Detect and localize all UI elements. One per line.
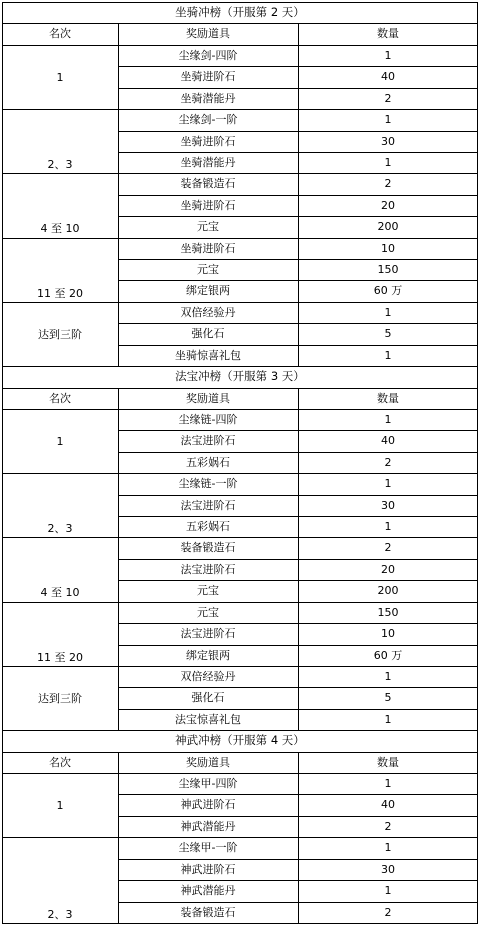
grid-line bbox=[298, 45, 299, 110]
rank-cell: 4 至 10 bbox=[40, 586, 80, 599]
grid-line bbox=[2, 730, 3, 753]
rank-cell: 达到三阶 bbox=[38, 327, 82, 341]
grid-line bbox=[477, 173, 478, 239]
reward-item: 双倍经验丹 bbox=[180, 670, 236, 683]
grid-line bbox=[477, 302, 478, 367]
reward-qty: 30 bbox=[381, 135, 395, 148]
grid-line bbox=[298, 238, 299, 303]
reward-qty: 1 bbox=[384, 884, 392, 897]
reward-qty: 60 万 bbox=[373, 649, 403, 662]
reward-item: 坐骑进阶石 bbox=[180, 242, 236, 255]
grid-line bbox=[2, 238, 3, 303]
reward-item: 神武潜能丹 bbox=[180, 820, 236, 833]
grid-line bbox=[2, 473, 3, 538]
reward-qty: 2 bbox=[384, 906, 392, 919]
grid-line bbox=[2, 773, 3, 838]
grid-line bbox=[118, 302, 119, 367]
grid-line bbox=[118, 837, 119, 924]
grid-line bbox=[298, 537, 299, 603]
grid-line bbox=[118, 109, 119, 174]
grid-line bbox=[118, 23, 119, 46]
header-rank: 名次 bbox=[49, 756, 71, 769]
section-title: 坐骑冲榜（开服第 2 天） bbox=[175, 4, 305, 19]
reward-qty: 1 bbox=[384, 306, 392, 319]
grid-line bbox=[2, 388, 3, 410]
grid-line bbox=[477, 45, 478, 110]
grid-line bbox=[298, 23, 299, 46]
reward-qty: 1 bbox=[384, 477, 392, 490]
reward-item: 法宝进阶石 bbox=[180, 434, 236, 447]
reward-item: 坐骑进阶石 bbox=[180, 135, 236, 148]
reward-item: 尘缘甲-四阶 bbox=[178, 777, 238, 790]
grid-line bbox=[477, 773, 478, 838]
reward-item: 绑定银两 bbox=[186, 284, 230, 297]
reward-item: 尘缘剑-一阶 bbox=[178, 113, 238, 126]
reward-qty: 20 bbox=[381, 563, 395, 576]
grid-line bbox=[477, 666, 478, 731]
grid-line bbox=[477, 752, 478, 774]
reward-item: 法宝惊喜礼包 bbox=[175, 713, 241, 726]
reward-qty: 1 bbox=[384, 520, 392, 533]
header-qty: 数量 bbox=[377, 27, 399, 40]
grid-line bbox=[477, 837, 478, 924]
reward-qty: 60 万 bbox=[373, 284, 403, 297]
grid-line bbox=[2, 2, 3, 24]
section-title: 法宝冲榜（开服第 3 天） bbox=[175, 368, 305, 383]
reward-item: 法宝进阶石 bbox=[180, 563, 236, 576]
reward-item: 五彩娲石 bbox=[186, 520, 230, 533]
grid-line bbox=[2, 366, 3, 389]
reward-qty: 1 bbox=[384, 713, 392, 726]
reward-qty: 30 bbox=[381, 499, 395, 512]
reward-qty: 2 bbox=[384, 177, 392, 190]
grid-line bbox=[477, 109, 478, 174]
grid-line bbox=[118, 238, 119, 303]
grid-line bbox=[477, 473, 478, 538]
grid-line bbox=[298, 602, 299, 667]
reward-qty: 1 bbox=[384, 156, 392, 169]
reward-item: 尘缘甲-一阶 bbox=[178, 841, 238, 854]
reward-qty: 200 bbox=[377, 220, 399, 233]
reward-qty: 2 bbox=[384, 92, 392, 105]
grid-line bbox=[118, 388, 119, 410]
reward-qty: 20 bbox=[381, 199, 395, 212]
grid-line bbox=[2, 602, 3, 667]
reward-qty: 5 bbox=[384, 327, 392, 340]
grid-line bbox=[118, 773, 119, 838]
header-rank: 名次 bbox=[49, 27, 71, 40]
reward-qty: 10 bbox=[381, 627, 395, 640]
grid-line bbox=[298, 837, 299, 924]
rank-cell: 4 至 10 bbox=[40, 222, 80, 235]
grid-line bbox=[477, 730, 478, 753]
rank-cell: 2、3 bbox=[47, 158, 73, 171]
reward-qty: 2 bbox=[384, 456, 392, 469]
reward-qty: 1 bbox=[384, 670, 392, 683]
grid-line bbox=[298, 302, 299, 367]
grid-line bbox=[118, 666, 119, 731]
reward-item: 装备锻造石 bbox=[180, 541, 236, 554]
grid-line bbox=[477, 238, 478, 303]
reward-item: 元宝 bbox=[197, 220, 219, 233]
header-qty: 数量 bbox=[377, 392, 399, 405]
reward-qty: 1 bbox=[384, 113, 392, 126]
reward-qty: 1 bbox=[384, 841, 392, 854]
grid-line bbox=[298, 109, 299, 174]
reward-item: 绑定银两 bbox=[186, 649, 230, 662]
grid-line bbox=[298, 409, 299, 474]
reward-item: 元宝 bbox=[197, 606, 219, 619]
reward-qty: 1 bbox=[384, 777, 392, 790]
reward-item: 元宝 bbox=[197, 584, 219, 597]
grid-line bbox=[2, 45, 3, 110]
grid-line bbox=[298, 773, 299, 838]
grid-line bbox=[477, 537, 478, 603]
reward-item: 坐骑潜能丹 bbox=[180, 156, 236, 169]
section-title: 神武冲榜（开服第 4 天） bbox=[175, 732, 305, 747]
grid-line bbox=[2, 302, 3, 367]
reward-qty: 1 bbox=[384, 49, 392, 62]
header-item: 奖励道具 bbox=[186, 27, 230, 40]
grid-line bbox=[477, 23, 478, 46]
reward-item: 装备锻造石 bbox=[180, 906, 236, 919]
rank-cell: 11 至 20 bbox=[37, 651, 83, 664]
grid-line bbox=[118, 173, 119, 239]
rank-cell: 11 至 20 bbox=[37, 287, 83, 300]
reward-qty: 30 bbox=[381, 863, 395, 876]
rank-cell: 2、3 bbox=[47, 522, 73, 535]
reward-item: 元宝 bbox=[197, 263, 219, 276]
grid-line bbox=[2, 173, 3, 239]
reward-item: 尘缘剑-四阶 bbox=[178, 49, 238, 62]
grid-line bbox=[2, 537, 3, 603]
rank-cell: 1 bbox=[56, 70, 64, 84]
reward-item: 神武进阶石 bbox=[180, 863, 236, 876]
grid-line bbox=[118, 537, 119, 603]
grid-line bbox=[298, 666, 299, 731]
reward-qty: 40 bbox=[381, 798, 395, 811]
grid-line bbox=[477, 388, 478, 410]
grid-line bbox=[298, 173, 299, 239]
grid-line bbox=[118, 473, 119, 538]
reward-qty: 150 bbox=[377, 606, 399, 619]
reward-item: 坐骑进阶石 bbox=[180, 70, 236, 83]
reward-item: 坐骑潜能丹 bbox=[180, 92, 236, 105]
reward-qty: 1 bbox=[384, 349, 392, 362]
reward-item: 五彩娲石 bbox=[186, 456, 230, 469]
grid-line bbox=[477, 366, 478, 389]
header-qty: 数量 bbox=[377, 756, 399, 769]
reward-item: 装备锻造石 bbox=[180, 177, 236, 190]
reward-qty: 5 bbox=[384, 691, 392, 704]
grid-line bbox=[2, 752, 3, 774]
grid-line bbox=[118, 409, 119, 474]
grid-line bbox=[477, 602, 478, 667]
grid-line bbox=[2, 409, 3, 474]
reward-table bbox=[2, 2, 478, 924]
reward-item: 尘缘链-四阶 bbox=[178, 413, 238, 426]
reward-qty: 2 bbox=[384, 541, 392, 554]
reward-qty: 1 bbox=[384, 413, 392, 426]
header-item: 奖励道具 bbox=[186, 392, 230, 405]
rank-cell: 2、3 bbox=[47, 908, 73, 921]
reward-item: 神武潜能丹 bbox=[180, 884, 236, 897]
reward-qty: 150 bbox=[377, 263, 399, 276]
reward-qty: 2 bbox=[384, 820, 392, 833]
grid-line bbox=[298, 388, 299, 410]
reward-qty: 200 bbox=[377, 584, 399, 597]
grid-line bbox=[2, 923, 478, 924]
grid-line bbox=[2, 23, 3, 46]
reward-qty: 40 bbox=[381, 434, 395, 447]
rank-cell: 1 bbox=[56, 798, 64, 812]
reward-item: 强化石 bbox=[191, 691, 225, 704]
grid-line bbox=[477, 409, 478, 474]
rank-cell: 1 bbox=[56, 434, 64, 448]
reward-item: 强化石 bbox=[191, 327, 225, 340]
grid-line bbox=[118, 752, 119, 774]
grid-line bbox=[118, 45, 119, 110]
grid-line bbox=[298, 752, 299, 774]
reward-item: 法宝进阶石 bbox=[180, 627, 236, 640]
reward-item: 神武进阶石 bbox=[180, 798, 236, 811]
grid-line bbox=[118, 602, 119, 667]
grid-line bbox=[2, 109, 3, 174]
reward-item: 双倍经验丹 bbox=[180, 306, 236, 319]
grid-line bbox=[2, 837, 3, 924]
reward-qty: 40 bbox=[381, 70, 395, 83]
header-rank: 名次 bbox=[49, 392, 71, 405]
grid-line bbox=[298, 473, 299, 538]
reward-item: 尘缘链-一阶 bbox=[178, 477, 238, 490]
header-item: 奖励道具 bbox=[186, 756, 230, 769]
grid-line bbox=[2, 666, 3, 731]
rank-cell: 达到三阶 bbox=[38, 691, 82, 705]
reward-qty: 10 bbox=[381, 242, 395, 255]
reward-item: 坐骑惊喜礼包 bbox=[175, 349, 241, 362]
reward-item: 坐骑进阶石 bbox=[180, 199, 236, 212]
reward-item: 法宝进阶石 bbox=[180, 499, 236, 512]
grid-line bbox=[477, 2, 478, 24]
